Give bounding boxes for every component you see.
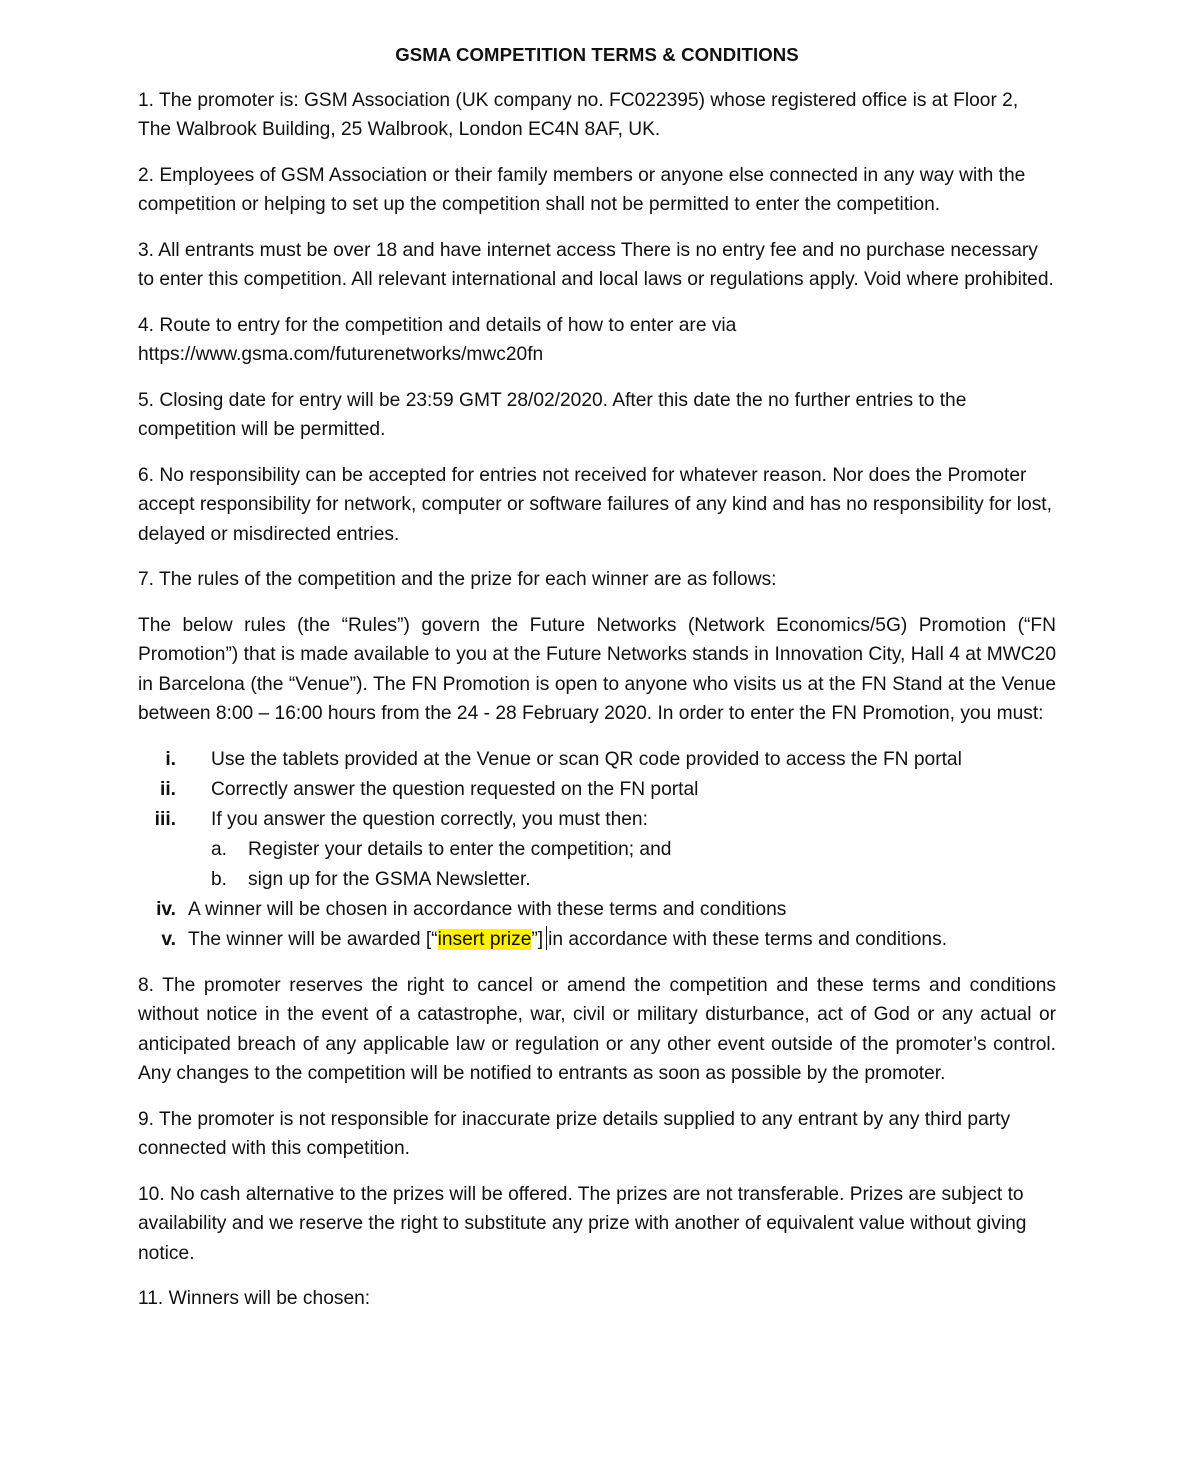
clause-9: 9. The promoter is not responsible for inaccurate prize details supplied to any entrant by any third party connected with this competition. bbox=[138, 1108, 1011, 1159]
sub-list-letter: b. bbox=[211, 868, 228, 890]
clause-7: 7. The rules of the competition and the prize for each winner are as follows: bbox=[138, 569, 777, 590]
clause-11: 11. Winners will be chosen: bbox=[138, 1288, 371, 1309]
list-text: A winner will be chosen in accordance with these terms and conditions bbox=[188, 898, 787, 920]
clause-1: 1. The promoter is: GSM Association (UK company no. FC022395) whose registered office is at Floor 2, The Walbrook Building, 25 Walbrook, London EC4N 8AF, UK. bbox=[138, 89, 1019, 140]
document-title: GSMA COMPETITION TERMS & CONDITIONS bbox=[395, 44, 799, 65]
list-text: Use the tablets provided at the Venue or scan QR code provided to access the FN portal bbox=[211, 748, 962, 770]
clause-6: 6. No responsibility can be accepted for entries not received for whatever reason. Nor does the Promoter accept responsibility for network, computer or software failures of any kind and has no responsibility for lost, delayed or misdirected entries. bbox=[138, 464, 1052, 545]
list-number: iii. bbox=[154, 808, 176, 830]
sub-list-text: sign up for the GSMA Newsletter. bbox=[248, 868, 531, 890]
list-item bbox=[138, 805, 1056, 835]
sub-list-item bbox=[138, 865, 1056, 895]
clause-3: 3. All entrants must be over 18 and have internet access There is no entry fee and no purchase necessary to enter this competition. All relevant international and local laws or regulations apply. Void where prohibited. bbox=[138, 239, 1054, 290]
clause-10: 10. No cash alternative to the prizes will be offered. The prizes are not transferable. Prizes are subject to availability and we reserve the right to substitute any prize with another of equivalent value without giving notice. bbox=[138, 1183, 1027, 1264]
prize-text-mid: ”] bbox=[531, 928, 544, 950]
entry-steps-list bbox=[138, 745, 1056, 955]
sub-list-item bbox=[138, 835, 1056, 865]
clause-8: 8. The promoter reserves the right to cancel or amend the competition and these terms and conditions without notice in the event of a catastrophe, war, civil or military disturbance, act of God or any actual or anticipated breach of any applicable law or regulation or any other event outside of the promoter’s control. Any changes to the competition will be notified to entrants as soon as possible by the promoter. bbox=[138, 974, 1056, 1084]
list-text: If you answer the question correctly, you must then: bbox=[211, 808, 648, 830]
prize-text-after: in accordance with these terms and conditions. bbox=[548, 928, 948, 950]
list-number: ii. bbox=[160, 778, 176, 800]
list-text: Correctly answer the question requested on the FN portal bbox=[211, 778, 699, 800]
sub-list-letter: a. bbox=[211, 838, 228, 860]
list-number: iv. bbox=[156, 898, 176, 920]
prize-placeholder-highlight[interactable]: insert prize bbox=[437, 928, 532, 950]
list-item bbox=[138, 745, 1056, 775]
list-item bbox=[138, 895, 1056, 925]
clause-5: 5. Closing date for entry will be 23:59 GMT 28/02/2020. After this date the no further entries to the competition will be permitted. bbox=[138, 389, 967, 440]
prize-text-before: The winner will be awarded [“ bbox=[188, 928, 438, 950]
list-item bbox=[138, 925, 1056, 955]
list-text bbox=[188, 925, 947, 955]
document-page bbox=[138, 40, 1056, 1330]
clause-2: 2. Employees of GSM Association or their family members or anyone else connected in any way with the competition or helping to set up the competition shall not be permitted to enter the competition. bbox=[138, 164, 1026, 215]
clause-7-rules: The below rules (the “Rules”) govern the Future Networks (Network Economics/5G) Promotion (“FN Promotion”) that is made available to you at the Future Networks stands in Innovation City, Hall 4 at MWC20 in Barcelona (the “Venue”). The FN Promotion is open to anyone who visits us at the FN Stand at the Venue between 8:00 – 16:00 hours from the 24 - 28 February 2020. In order to enter the FN Promotion, you must: bbox=[138, 614, 1056, 724]
text-cursor bbox=[546, 926, 547, 950]
list-number: v. bbox=[161, 928, 176, 950]
clause-4: 4. Route to entry for the competition and details of how to enter are via https://www.gsma.com/futurenetworks/mwc20fn bbox=[138, 314, 737, 365]
sub-list-text: Register your details to enter the competition; and bbox=[248, 838, 672, 860]
list-item bbox=[138, 775, 1056, 805]
list-number: i. bbox=[165, 748, 176, 770]
